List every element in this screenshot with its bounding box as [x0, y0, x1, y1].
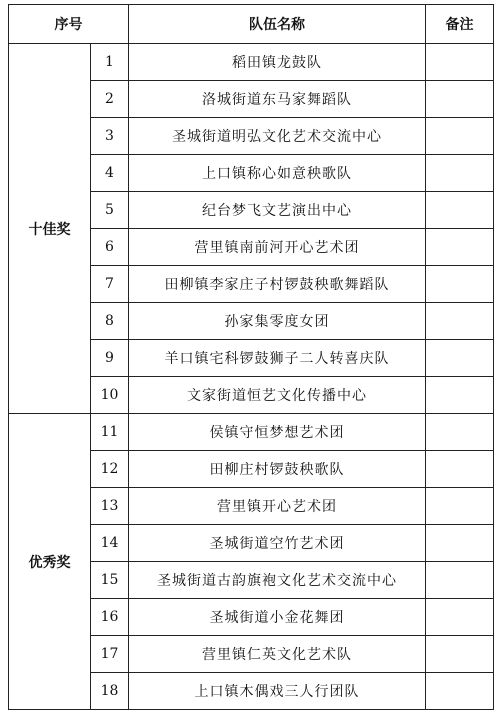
row-number-cell: 1 — [91, 44, 129, 81]
award-category-cell: 十佳奖 — [9, 44, 91, 414]
row-number-cell: 7 — [91, 266, 129, 303]
team-name-cell: 羊口镇宅科锣鼓狮子二人转喜庆队 — [129, 340, 426, 377]
row-number-cell: 10 — [91, 377, 129, 414]
team-name-cell: 营里镇开心艺术团 — [129, 488, 426, 525]
team-name-cell: 圣城街道古韵旗袍文化艺术交流中心 — [129, 562, 426, 599]
row-number-cell: 3 — [91, 118, 129, 155]
note-cell — [426, 562, 494, 599]
row-number-cell: 12 — [91, 451, 129, 488]
note-cell — [426, 266, 494, 303]
note-cell — [426, 377, 494, 414]
row-number-cell: 4 — [91, 155, 129, 192]
note-cell — [426, 340, 494, 377]
team-name-cell: 稻田镇龙鼓队 — [129, 44, 426, 81]
row-number-cell: 13 — [91, 488, 129, 525]
row-number-cell: 17 — [91, 636, 129, 673]
team-name-cell: 上口镇称心如意秧歌队 — [129, 155, 426, 192]
row-number-cell: 14 — [91, 525, 129, 562]
table-row — [9, 44, 494, 81]
team-name-cell: 圣城街道空竹艺术团 — [129, 525, 426, 562]
award-category-cell: 优秀奖 — [9, 414, 91, 710]
note-cell — [426, 525, 494, 562]
row-number-cell: 11 — [91, 414, 129, 451]
note-cell — [426, 599, 494, 636]
row-number-cell: 15 — [91, 562, 129, 599]
header-team-name: 队伍名称 — [129, 5, 426, 44]
note-cell — [426, 451, 494, 488]
team-name-cell: 圣城街道小金花舞团 — [129, 599, 426, 636]
team-name-cell: 上口镇木偶戏三人行团队 — [129, 673, 426, 710]
row-number-cell: 9 — [91, 340, 129, 377]
header-note: 备注 — [426, 5, 494, 44]
team-name-cell: 圣城街道明弘文化艺术交流中心 — [129, 118, 426, 155]
note-cell — [426, 155, 494, 192]
note-cell — [426, 673, 494, 710]
team-name-cell: 侯镇守恒梦想艺术团 — [129, 414, 426, 451]
team-name-cell: 洛城街道东马家舞蹈队 — [129, 81, 426, 118]
team-name-cell: 孙家集零度女团 — [129, 303, 426, 340]
team-name-cell: 田柳镇李家庄子村锣鼓秧歌舞蹈队 — [129, 266, 426, 303]
team-name-cell: 营里镇仁英文化艺术队 — [129, 636, 426, 673]
team-name-cell: 文家街道恒艺文化传播中心 — [129, 377, 426, 414]
note-cell — [426, 81, 494, 118]
row-number-cell: 5 — [91, 192, 129, 229]
team-name-cell: 田柳庄村锣鼓秧歌队 — [129, 451, 426, 488]
note-cell — [426, 44, 494, 81]
table-body — [9, 44, 494, 710]
row-number-cell: 6 — [91, 229, 129, 266]
row-number-cell: 16 — [91, 599, 129, 636]
row-number-cell: 2 — [91, 81, 129, 118]
note-cell — [426, 229, 494, 266]
row-number-cell: 8 — [91, 303, 129, 340]
team-name-cell: 纪台梦飞文艺演出中心 — [129, 192, 426, 229]
note-cell — [426, 488, 494, 525]
note-cell — [426, 414, 494, 451]
header-row — [9, 5, 494, 44]
header-seq: 序号 — [9, 5, 129, 44]
note-cell — [426, 192, 494, 229]
note-cell — [426, 303, 494, 340]
team-name-cell: 营里镇南前河开心艺术团 — [129, 229, 426, 266]
table-row — [9, 414, 494, 451]
note-cell — [426, 636, 494, 673]
note-cell — [426, 118, 494, 155]
row-number-cell: 18 — [91, 673, 129, 710]
award-table — [8, 4, 494, 710]
